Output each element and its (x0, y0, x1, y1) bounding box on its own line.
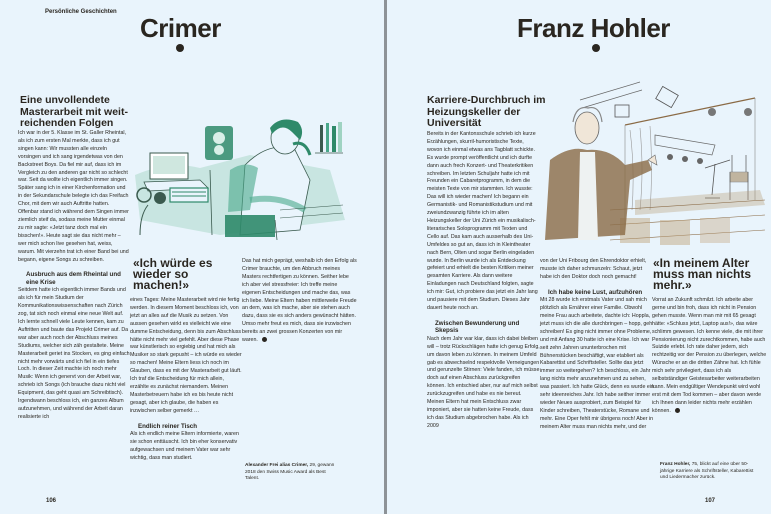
article-column-1 (427, 131, 540, 431)
paragraph: Seitdem hatte ich eigentlich immer Bands und als ich für mein Studium der Kommunikationswissenschaften nach Zürich zog, tat sich noch einmal eine neue Welt auf. Ich lernte schnell viele Leute kennen, kam zu Auftritten und baute das Projekt Crimer auf. Da war aber auch noch der Abschluss meines Studiums, welcher sich zäh gestaltete. Meine Masterarbeit geriet ins Stocken, es ging einfach nicht mehr vorwärts und ich fiel in ein tiefes Loch. In dieser Zeit machte ich noch mehr Musik: Wenn ich genervt von der Arbeit war, schrieb ich Songs (ich brauche dazu nicht viel Equipment, das geht quasi am Schreibtisch). Irgendwann beschloss ich, ein ganzes Album aufzunehmen, und während der Arbeit daran realisierte ich (18, 287, 130, 420)
paragraph (242, 258, 357, 345)
paragraph: eines Tages: Meine Masterarbeit wird nie fertig werden. In diesem Moment beschloss ich, von jetzt an alles auf die Musik zu setzen. Von aussen gesehen wirkt es vielleicht wie eine dumme Entscheidung, denn bis zum Abschluss hätte nicht mehr viel gefehlt. Aber diese Phase war künstlerisch so ergiebig und hat mich als Musiker so stark gepusht – ich würde es wieder so machen! Meine Eltern liess ich noch im Glauben, dass es mit der Masterarbeit gut läuft. Ich traf die Entscheidung für mich allein, erzählte es zunächst niemandem. Meinen Masterbetreuern habe ich es bis heute nicht gesagt, aber ich glaube, die haben es inzwischen selber gemerkt … (130, 297, 242, 414)
illustration-franz-hohler (540, 60, 771, 255)
pull-quote: «Ich würde es wieder so machen!» (133, 256, 213, 292)
author-bio (660, 462, 755, 482)
illustration-crimer (130, 60, 380, 250)
bio-text: 29, gewann 2018 den Swiss Music Award als Best Talent. (245, 463, 335, 482)
page-title-franz-hohler: Franz Hohler (517, 13, 670, 43)
subheading: Endlich reiner Tisch (138, 422, 198, 430)
article-column-2 (540, 258, 655, 432)
article-column-3 (242, 258, 357, 345)
title-dot (592, 44, 600, 52)
article-column-1 (18, 130, 130, 422)
article-column-3 (652, 297, 767, 416)
subheading: Ich habe keine Lust, aufzuhören (548, 288, 643, 296)
bio-name: Franz Hohler, (660, 462, 691, 467)
pull-quote: «In meinem Alter muss man nichts mehr.» (653, 256, 752, 292)
paragraph: Nach dem Jahr war klar, dass ich dabei bleiben will – trotz Rückschlägen hatte ich genug Erfolg, um davon leben zu können. In meinem Umfeld gab es abwechselnd respektvolle Verneigungen und gerunzelte Stirnen: Viele fanden, ich müsse doch auf einen Abschluss zurückgreifen können. Ich entschied aber, nur auf mich selbst zurückzugreifen und habe es nie bereut. Meinen Eltern hat mein Entschluss zwar imponiert, aber sie hatten keine Freude, dass ich das Studium abgebrochen habe. Als ich 2009 (427, 335, 540, 429)
page-number: 106 (46, 498, 57, 504)
subheading: Zwischen Bewunderung und Skepsis (435, 319, 520, 335)
end-mark-icon (675, 408, 680, 413)
bio-name: Alexander Frei alias Crimer, (245, 463, 309, 468)
paragraph: von der Uni Fribourg den Ehrendoktor erhielt, musste ich daher schmunzeln: Schaut, jetzt habe ich den Doktor doch noch gemacht! (540, 258, 647, 280)
section-label: Persönliche Geschichten (45, 9, 117, 15)
title-dot (176, 44, 184, 52)
bio-text: 75, blickt auf eine über 50-jährige Karriere als Schriftsteller, Kabarettist und Liedermacher zurück. (660, 462, 754, 481)
page-number: 107 (705, 498, 716, 504)
paragraph: Als ich endlich meine Eltern informierte, waren sie schon enttäuscht. Ich bin eher konservativ aufgewachsen und meinem Vater war sehr wichtig, dass man studiert. (130, 431, 239, 461)
paragraph: Mit 28 wurde ich erstmals Vater und sah mich plötzlich als Ernährer einer Familie. Obwohl meine Frau auch arbeitete, dachte ich: Hoppla, jetzt muss ich die alle durchbringen – hopp, geh schreiben! Es ging nicht immer ohne Probleme, und mit Anfang 30 hatte ich eine Krise. Ich war seit zehn Jahren ununterbrochen mit Bühnenstücken beschäftigt, war etabliert als Kabarettist und Schriftsteller. Sollte das jetzt immer so weitergehen? Ich beschloss, ein Jahr lang nichts mehr anzunehmen und zu sehen, was passiert. Ich hatte Glück, denn es wurde ein sehr ideenreiches Jahr. Ich habe seither immer wieder Neues ausprobiert, zum Beispiel für Kinder schreiben, Theaterstücke, Romane und mehr. Eine Oper fehlt mir übrigens noch! Aber in meinem Alter muss man nichts mehr, und der (540, 297, 654, 430)
subheading: Ausbruch aus dem Rheintal und eine Krise (26, 271, 121, 286)
paragraph (652, 297, 767, 416)
paragraph: Ich war in der 5. Klasse im St. Galler Rheintal, als ich zum ersten Mal merkte, dass ich gut singen kann: Wir mussten alle einzeln vorsingen und ich sang irgendetwas von den Backstreet Boys. Da fiel mir auf, dass ich im Vergleich zu den anderen gar nicht so schlecht war. Seit da wollte ich eigentlich immer singen. Später sang ich in einer Kirchenformation und in der Sekundarschule belegte ich das Freifach Chor, mit dem wir auch Auftritte hatten. Offenbar stand ich während dem Singen immer ziemlich steif da, sodass meine Mutter einmal zu mir sagte: «Jetzt tanz doch mal ein bisschen!». Heute sagt sie das nicht mehr – wer mich schon live gesehen hat, weiss, warum. Mit vierzehn trat ich einer Band bei und begann, eigene Songs zu schreiben. (18, 130, 129, 263)
paragraph-text: Vorrat an Zukunft schmilzt. Ich arbeite aber gerne und bin froh, dass ich nicht in Pension gehen musste. Wenn man mir mit 65 gesagt hätte: «Schluss jetzt, Laptop aus!», das wäre schlimm gewesen. Ich kenne viele, die mit ihrer Pensionierung nicht zurechtkommen, habe auch Suizide erlebt. Ich rate daher jedem, sich rechtzeitig vor der Pension zu überlegen, welche Wünsche er an die dritten Zähne hat. Ich fühle mich sehr privilegiert, dass ich als selbstständiger Geistesarbeiter weiterarbeiten kann. Mein endgültiger Wendepunkt wird wohl erst mit dem Tod kommen – aber davon werde ich Ihnen dann leider nichts mehr erzählen können. (652, 297, 767, 414)
left-page (0, 0, 385, 514)
author-bio (245, 463, 340, 483)
article-headline: Karriere-Durchbruch im Heizungskeller der Universität (427, 94, 546, 129)
page-title-crimer: Crimer (140, 13, 221, 43)
article-column-2 (130, 297, 242, 463)
end-mark-icon (262, 337, 267, 342)
paragraph: Bereits in der Kantonsschule schrieb ich kurze Erzählungen, skurril-humoristische Texte, wovon ich einmal etwas ans Tagblatt schickte. Es wurde prompt veröffentlicht und ich durfte dann auch frech Konzert- und Theaterkritiken schreiben. Im letzten Schuljahr hatte ich mit Freunden ein Cabaretprogramm, in dem die meisten Texte von mir stammten. Ich wusste: Das will ich wieder machen! Ich begann ein Germanistik- und Romanistikstudium und mit zweiundzwanzig führte ich im alten Heizungskeller der Uni Zürich ein musikalisch-literarisches Soloprogramm mit Texten und Cello auf. Das kam auch ausserhalb des Uni-Umfeldes so gut an, dass ich in Kleintheater nach Bern, Olten und sogar Berlin eingeladen wurde. In Berlin wurde ich als Entdeckung gefeiert und erhielt die besten Kritiken meiner gesamten Karriere. Als dann weitere Einladungen nach Deutschland folgten, sagte ich mir: Gut, ich probiere das jetzt ein Jahr lang und pausiere mit dem Studium. Dieses Jahr dauert heute noch an. (427, 131, 538, 311)
paragraph-text: Das hat mich geprägt, weshalb ich den Erfolg als Crimer brauchte, um den Abbruch meines Masters rechtfertigen zu können. Seither lebe ich aber viel stressfreier: Ich treffe meine eigenen Entscheidungen und mache das, was ich liebe. Meine Eltern haben mittlerweile Freude an dem, was ich mache, aber sie stehen auch dazu, dass sie es sich anders gewünscht hätten. Umso mehr freut es mich, dass sie inzwischen bereits an zwei grossen Konzerten von mir waren. (242, 258, 357, 344)
right-page (387, 0, 771, 514)
article-headline: Eine unvollendete Masterarbeit mit weit-reichenden Folgen (20, 94, 128, 129)
